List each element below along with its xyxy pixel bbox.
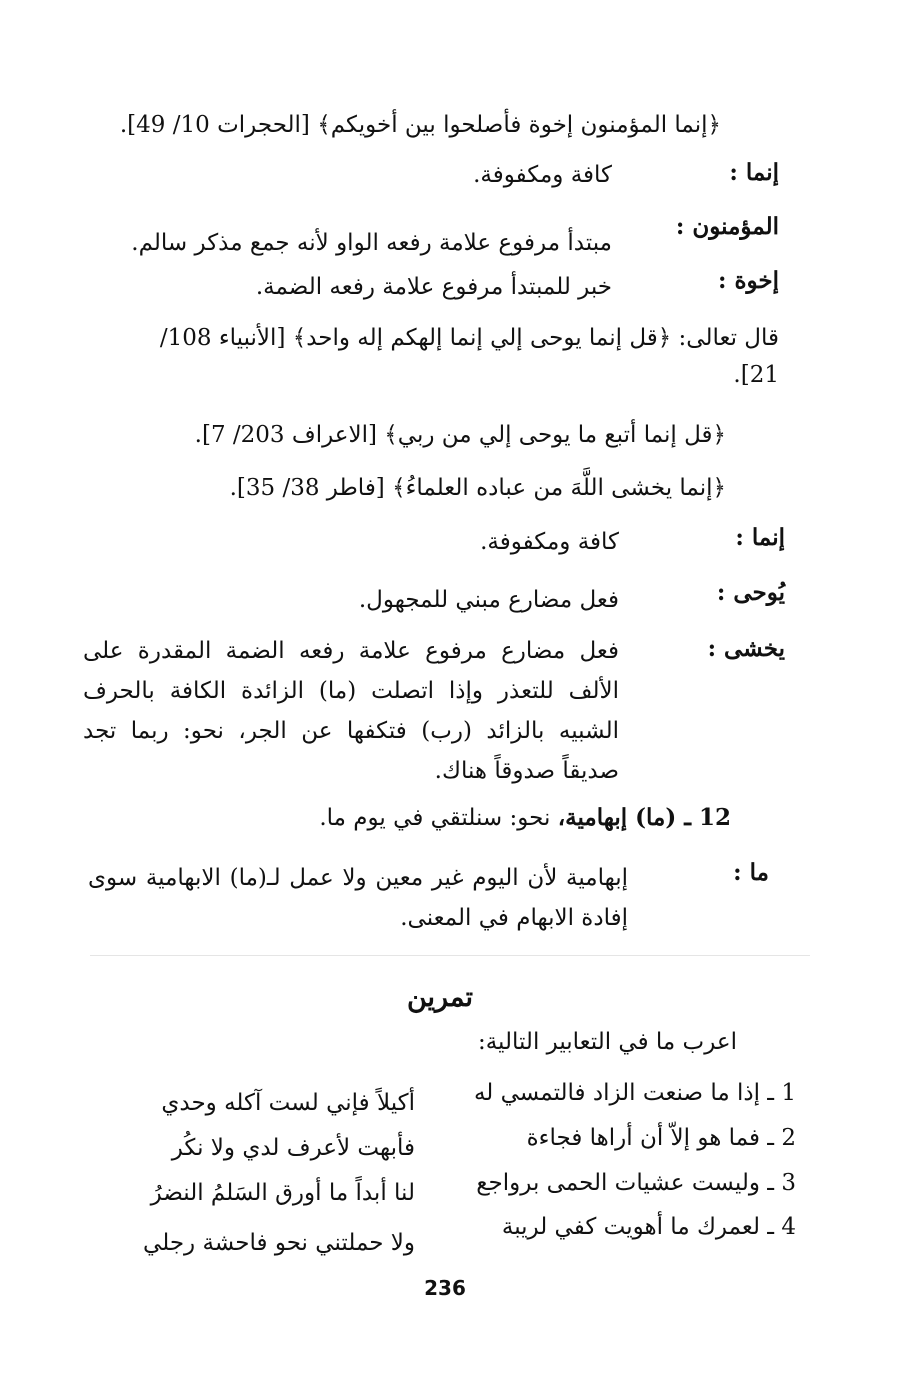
- term-innama: إنما :: [729, 159, 779, 186]
- term-muminun: المؤمنون :: [675, 213, 779, 240]
- verse-araf: ﴿قل إنما أتبع ما يوحى إلي من ربي﴾ [الاعراف 203/ 7].: [194, 422, 726, 448]
- desc-innama-2: كافة ومكفوفة.: [480, 529, 619, 555]
- verse-3-right: 3 ـ وليست عشيات الحمى برواجع: [476, 1170, 796, 1196]
- verse-3-left: لنا أبداً ما أورق السَلمُ النضرُ: [150, 1180, 415, 1206]
- verse-1-right: 1 ـ إذا ما صنعت الزاد فالتمسي له: [473, 1080, 796, 1106]
- verse-2-right: 2 ـ فما هو إلاّ أن أراها فجاءة: [526, 1125, 796, 1151]
- exercise-title: تمرين: [406, 982, 474, 1013]
- verse-1-left: أكيلاً فإني لست آكله وحدي: [161, 1090, 415, 1116]
- exercise-instruction: اعرب ما في التعابير التالية:: [477, 1029, 737, 1055]
- desc-yakhsha: فعل مضارع مرفوع علامة رفعه الضمة المقدرة على الألف للتعذر وإذا اتصلت (ما) الزائدة الكافة بالحرف الشبيه بالزائد (رب) فتكفها عن الجر، نحو: ربما تجد صديقاً صدوقاً هناك.: [83, 638, 619, 784]
- term-yuha: يُوحى :: [716, 579, 785, 606]
- item-12: [319, 803, 731, 833]
- desc-muminun: مبتدأ مرفوع علامة رفعه الواو لأنه جمع مذكر سالم.: [131, 230, 612, 256]
- term-ikhwa: إخوة :: [717, 267, 779, 294]
- term-innama-2: إنما :: [735, 524, 785, 551]
- verse-anbiya-line1: قال تعالى: ﴿قل إنما يوحى إلي إنما إلهكم إله واحد﴾ [الأنبياء 108/: [159, 325, 779, 351]
- page-number: 236: [424, 1276, 466, 1300]
- term-ma: ما :: [733, 859, 769, 886]
- item-12-label: 12 ـ (ما) إبهامية،: [557, 804, 731, 831]
- verse-hujurat: ﴿إنما المؤمنون إخوة فأصلحوا بين أخويكم﴾ [الحجرات 10/ 49].: [119, 112, 721, 138]
- divider: [90, 955, 810, 956]
- verse-2-left: فأبهت لأعرف لدي ولا نكُر: [171, 1135, 415, 1161]
- verse-fatir: ﴿إنما يخشى اللَّهَ من عباده العلماءُ﴾ [فاطر 38/ 35].: [229, 475, 726, 501]
- verse-4-right: 4 ـ لعمرك ما أهويت كفي لريبة: [501, 1214, 796, 1240]
- desc-ma: إبهامية لأن اليوم غير معين ولا عمل لـ(ما) الابهامية سوى إفادة الابهام في المعنى.: [88, 865, 628, 931]
- item-12-text: نحو: سنلتقي في يوم ما.: [319, 805, 551, 831]
- desc-innama: كافة ومكفوفة.: [473, 162, 612, 188]
- verse-4-left: ولا حملتني نحو فاحشة رجلي: [143, 1230, 415, 1256]
- desc-ikhwa: خبر للمبتدأ مرفوع علامة رفعه الضمة.: [255, 274, 612, 300]
- verse-anbiya-line2: 21].: [733, 362, 779, 388]
- term-yakhsha: يخشى :: [707, 635, 785, 662]
- desc-yuha: فعل مضارع مبني للمجهول.: [358, 587, 619, 613]
